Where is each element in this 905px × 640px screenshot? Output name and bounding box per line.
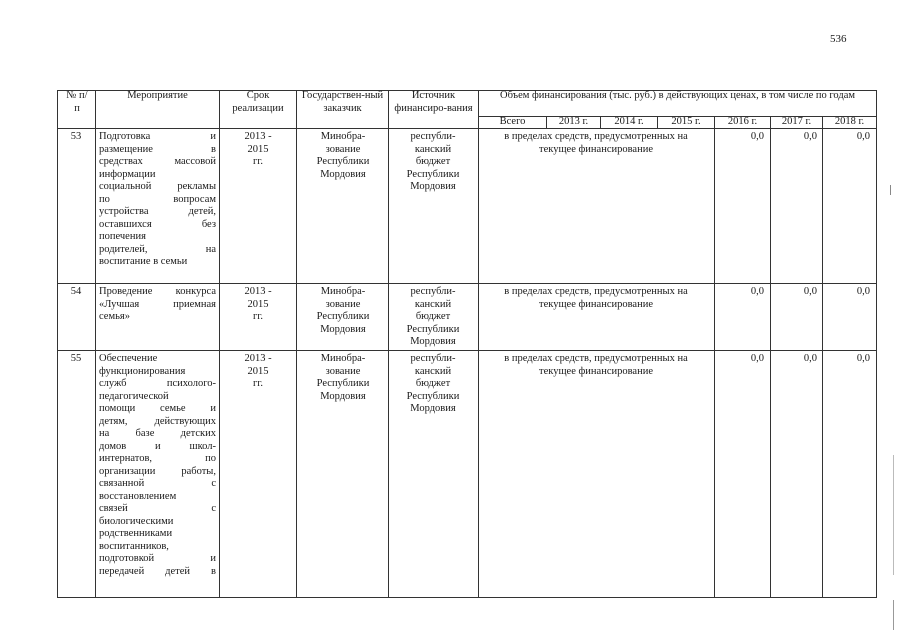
row-54-customer: Минобра-зование Республики Мордовия	[316, 286, 370, 335]
row-53-2016: 0,0	[750, 131, 764, 142]
activity-line: передачей детей в	[99, 565, 216, 577]
activity-line: Подготовка и	[99, 131, 216, 142]
row-55-financing: в пределах средств, предусмотренных на текущее финансирование	[504, 353, 688, 377]
header-year-2018: 2018 г.	[834, 116, 865, 127]
header-year-2015: 2015 г.	[671, 116, 701, 127]
activity-line: связей с	[99, 503, 216, 514]
header-source: Источник финансиро-вания	[394, 90, 473, 114]
financing-table	[57, 90, 877, 598]
header-year-total: Всего	[499, 116, 526, 127]
activity-line: попечения	[99, 231, 146, 242]
activity-line: биологическими	[99, 515, 174, 527]
row-55-2016: 0,0	[750, 353, 764, 364]
row-54-2018: 0,0	[856, 286, 870, 297]
row-55-2017: 0,0	[803, 353, 817, 364]
activity-line: Проведение конкурса	[99, 286, 216, 297]
row-54-source: республи-канский бюджет Республики Мордовия	[406, 286, 460, 347]
header-year-2013: 2013 г.	[558, 116, 589, 127]
row-55-activity	[96, 353, 219, 578]
activity-line: информации	[99, 168, 156, 180]
row-53-2017: 0,0	[803, 131, 817, 142]
row-53-financing: в пределах средств, предусмотренных на текущее финансирование	[504, 131, 688, 155]
activity-line: размещение в	[99, 143, 216, 155]
row-53-customer: Минобра-зование Республики Мордовия	[316, 131, 370, 180]
scan-artifact	[893, 455, 894, 575]
activity-line: воспитанников,	[99, 540, 169, 552]
row-55-num: 55	[70, 353, 82, 364]
header-customer: Государствен-ный заказчик	[301, 90, 384, 114]
activity-line: организации работы,	[99, 465, 216, 477]
activity-line: родителей, на	[99, 243, 216, 255]
row-53-term: 2013 - 2015 гг.	[244, 131, 272, 167]
activity-line: оставшихся без	[99, 218, 216, 230]
activity-line: восстановлением	[99, 490, 177, 502]
activity-line: семья»	[99, 311, 130, 322]
row-53-2018: 0,0	[856, 131, 870, 142]
row-53-source: республи-канский бюджет Республики Мордовия	[406, 131, 460, 192]
header-year-2016: 2016 г.	[727, 116, 758, 127]
activity-line: детям, действующих	[99, 415, 216, 427]
activity-line: связанной с	[99, 478, 216, 489]
row-54-2016: 0,0	[750, 286, 764, 297]
page-number: 536	[830, 33, 847, 45]
activity-line: на базе детских	[99, 428, 216, 439]
activity-line: средствах массовой	[99, 156, 216, 167]
activity-line: подготовкой и	[99, 553, 216, 564]
activity-line: интернатов, по	[99, 453, 216, 464]
row-54-2017: 0,0	[803, 286, 817, 297]
row-54-financing: в пределах средств, предусмотренных на текущее финансирование	[504, 286, 688, 310]
scan-artifact	[893, 600, 894, 630]
row-55-term: 2013 - 2015 гг.	[244, 353, 272, 389]
header-year-2014: 2014 г.	[614, 116, 644, 127]
activity-line: социальной рекламы	[99, 181, 216, 192]
activity-line: Обеспечение	[99, 353, 158, 364]
activity-line: воспитание в семьи	[99, 256, 188, 267]
activity-line: по вопросам	[99, 193, 216, 205]
row-55-source: республи-канский бюджет Республики Мордовия	[406, 353, 460, 414]
row-53-num: 53	[70, 131, 82, 142]
row-55-2018: 0,0	[856, 353, 870, 364]
activity-line: служб психолого-	[99, 378, 216, 389]
header-year-2017: 2017 г.	[781, 116, 812, 127]
row-55-customer: Минобра-зование Республики Мордовия	[316, 353, 370, 402]
activity-line: функционирования	[99, 365, 186, 377]
row-54-num: 54	[70, 286, 82, 297]
header-activity: Мероприятие	[127, 90, 188, 101]
activity-line: педагогической	[99, 390, 169, 402]
activity-line: помощи семье и	[99, 403, 216, 414]
row-54-activity	[96, 286, 219, 324]
activity-line: «Лучшая приемная	[99, 298, 216, 310]
activity-line: устройства детей,	[99, 206, 216, 217]
activity-line: домов и школ-	[99, 440, 216, 452]
row-54-term: 2013 - 2015 гг.	[244, 286, 272, 322]
header-term: Срок реализации	[232, 90, 284, 114]
header-num: № п/п	[66, 90, 88, 114]
header-volume: Объем финансирования (тыс. руб.) в действующих ценах, в том числе по годам	[499, 90, 856, 101]
scan-artifact	[890, 185, 891, 195]
activity-line: родственниками	[99, 528, 173, 539]
row-53-activity	[96, 131, 219, 269]
